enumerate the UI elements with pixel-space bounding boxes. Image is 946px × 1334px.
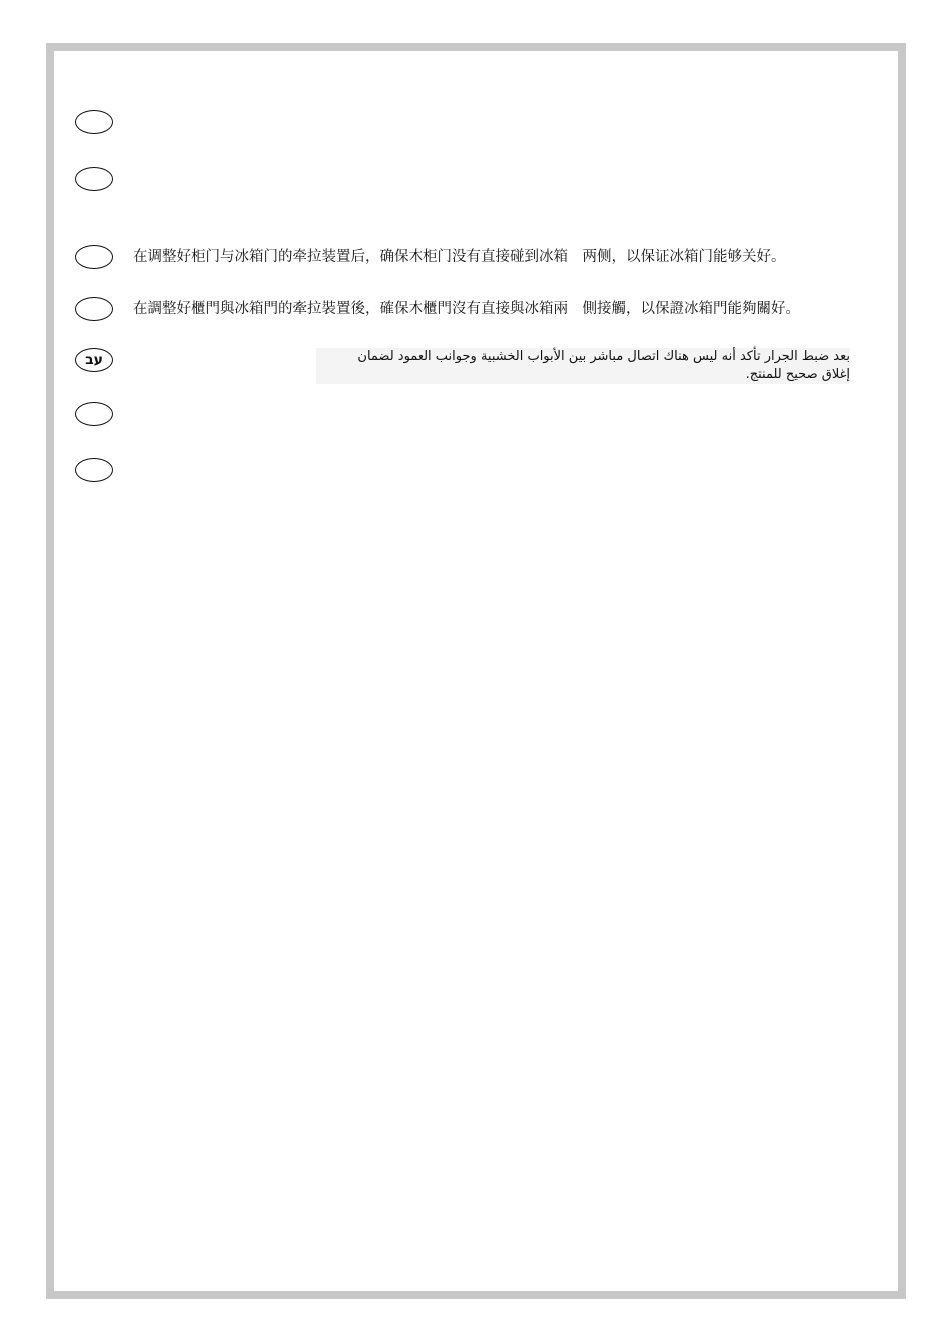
arabic-line-2: إغلاق صحيح للمنتج.: [745, 367, 850, 382]
language-badge-simplified-chinese: [75, 245, 113, 269]
arabic-line-1: بعد ضبط الجرار تأكد أنه ليس هناك اتصال مباشر بين الأبواب الخشبية وجوانب العمود لضمان: [357, 349, 850, 364]
language-badge-traditional-chinese: [75, 297, 113, 321]
instruction-text-simplified-chinese: 在调整好柜门与冰箱门的牵拉装置后，确保木柜门没有直接碰到冰箱 两侧，以保证冰箱门能够关好。: [133, 249, 786, 265]
language-badge-2: [75, 167, 113, 191]
page-frame: [46, 43, 906, 1299]
instruction-text-traditional-chinese: 在調整好櫃門與冰箱門的牽拉裝置後，確保木櫃門沒有直接與冰箱兩 側接觸，以保證冰箱門能夠關好。: [133, 301, 800, 317]
language-badge-1: [75, 110, 113, 134]
language-badge-arabic: עב: [75, 348, 113, 372]
language-badge-7: [75, 458, 113, 482]
language-badge-6: [75, 402, 113, 426]
instruction-text-arabic: [316, 348, 850, 384]
